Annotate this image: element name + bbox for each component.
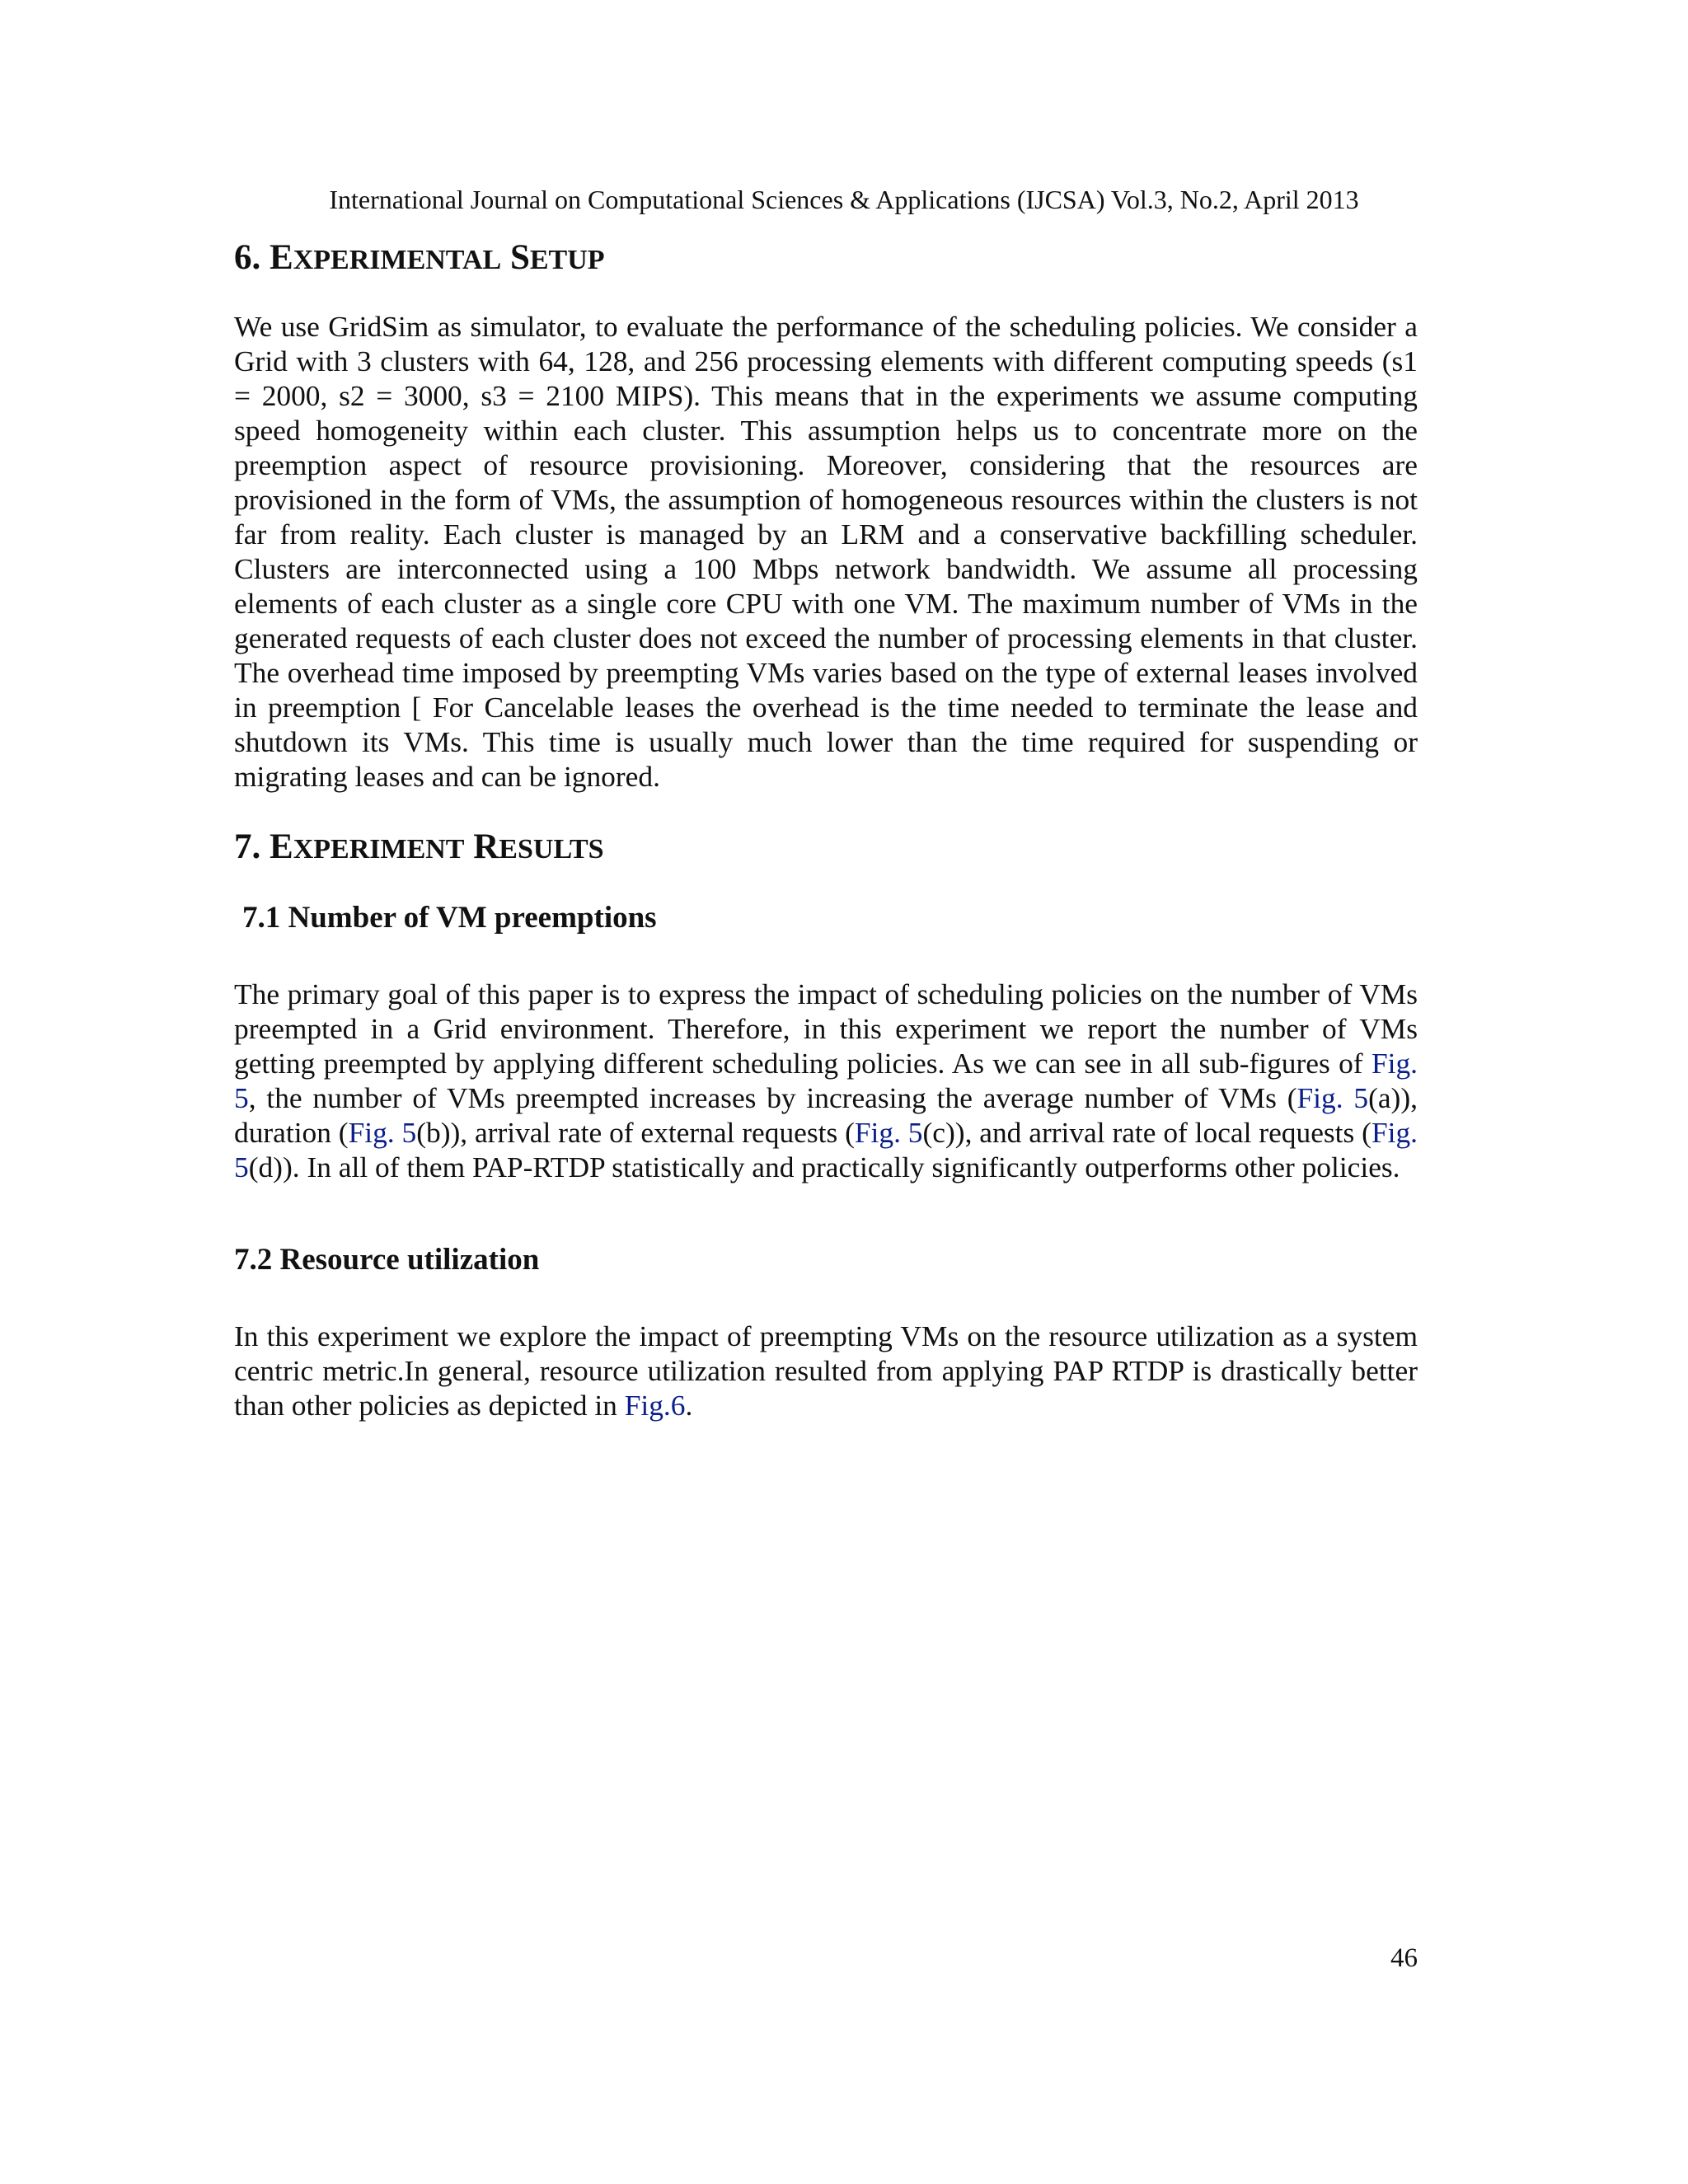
text-run: (a)), duration ( [234,1081,1418,1149]
section-7-number: 7. [234,827,270,866]
section-7-heading [234,827,604,870]
text-run: (b)), arrival rate of external requests ( [416,1116,855,1149]
section-6-title-word1-cap: E [270,238,293,277]
figure-5-link[interactable]: Fig. 5 [854,1116,923,1149]
section-6-paragraph: We use GridSim as simulator, to evaluate the performance of the scheduling policies. We consider a Grid with 3 clusters with 64, 128, and 256 processing elements with different computing speeds (s1 = 2000, s2 = 3000, s3 = 2100 MIPS). This means that in the experiments we assume computing speed homogeneity within each cluster. This assumption helps us to concentrate more on the preemption aspect of resource provisioning. Moreover, considering that the resources are provisioned in the form of VMs, the assumption of homogeneous resources within the clusters is not far from reality. Each cluster is managed by an LRM and a conservative backfilling scheduler. Clusters are interconnected using a 100 Mbps network bandwidth. We assume all processing elements of each cluster as a single core CPU with one VM. The maximum number of VMs in the generated requests of each cluster does not exceed the number of processing elements in that cluster. The overhead time imposed by preempting VMs varies based on the type of external leases involved in preemption [ For Cancelable leases the overhead is the time needed to terminate the lease and shutdown its VMs. This time is usually much lower than the time required for suspending or migrating leases and can be ignored. [234,310,1418,793]
running-header: International Journal on Computational Sciences & Applications (IJCSA) Vol.3, No.2, April 2013 [329,185,1359,214]
figure-5-link[interactable]: Fig. 5 [1296,1081,1369,1114]
subsection-7-2-paragraph [234,1319,1418,1422]
section-7-title-word2-rest: ESULTS [499,834,604,865]
subsection-7-1-heading: 7.1 Number of VM preemptions [242,901,657,935]
section-6-title-word2-cap: S [509,238,530,277]
text-run: In this experiment we explore the impact of preempting VMs on the resource utilization as a system centric metric.In general, resource utilization resulted from applying PAP RTDP is drastically better than other policies as depicted in [234,1319,1418,1422]
section-6-title-word2-rest: ETUP [529,245,605,275]
section-7-title-word1-rest: XPERIMENT [293,834,465,865]
figure-6-link[interactable]: Fig.6 [624,1389,686,1422]
section-7-title-word2-cap: R [473,827,499,866]
subsection-7-2-heading: 7.2 Resource utilization [234,1243,540,1277]
text-run: , the number of VMs preempted increases by increasing the average number of VMs ( [248,1081,1297,1114]
text-run: (c)), and arrival rate of local requests ( [922,1116,1372,1149]
figure-5-link[interactable]: Fig. 5 [348,1116,417,1149]
subsection-7-1-paragraph [234,977,1418,1184]
section-7-title-word1-cap: E [270,827,293,866]
section-6-number: 6. [234,238,270,277]
section-6-title-word1-rest: XPERIMENTAL [293,245,502,275]
section-6-heading [234,237,605,281]
page-number: 46 [1390,1943,1418,1973]
figure-5-link[interactable]: Fig. 5 [234,1047,1418,1114]
figure-5-link[interactable]: Fig. 5 [234,1116,1418,1183]
text-run: . [685,1389,693,1422]
text-run: The primary goal of this paper is to express the impact of scheduling policies on the number of VMs preempted in a Grid environment. Therefore, in this experiment we report the number of VMs getting preempted by applying different scheduling policies. As we can see in all sub-figures of [234,977,1418,1080]
text-run: (d)). In all of them PAP-RTDP statistically and practically significantly outperforms other policies. [248,1151,1400,1183]
